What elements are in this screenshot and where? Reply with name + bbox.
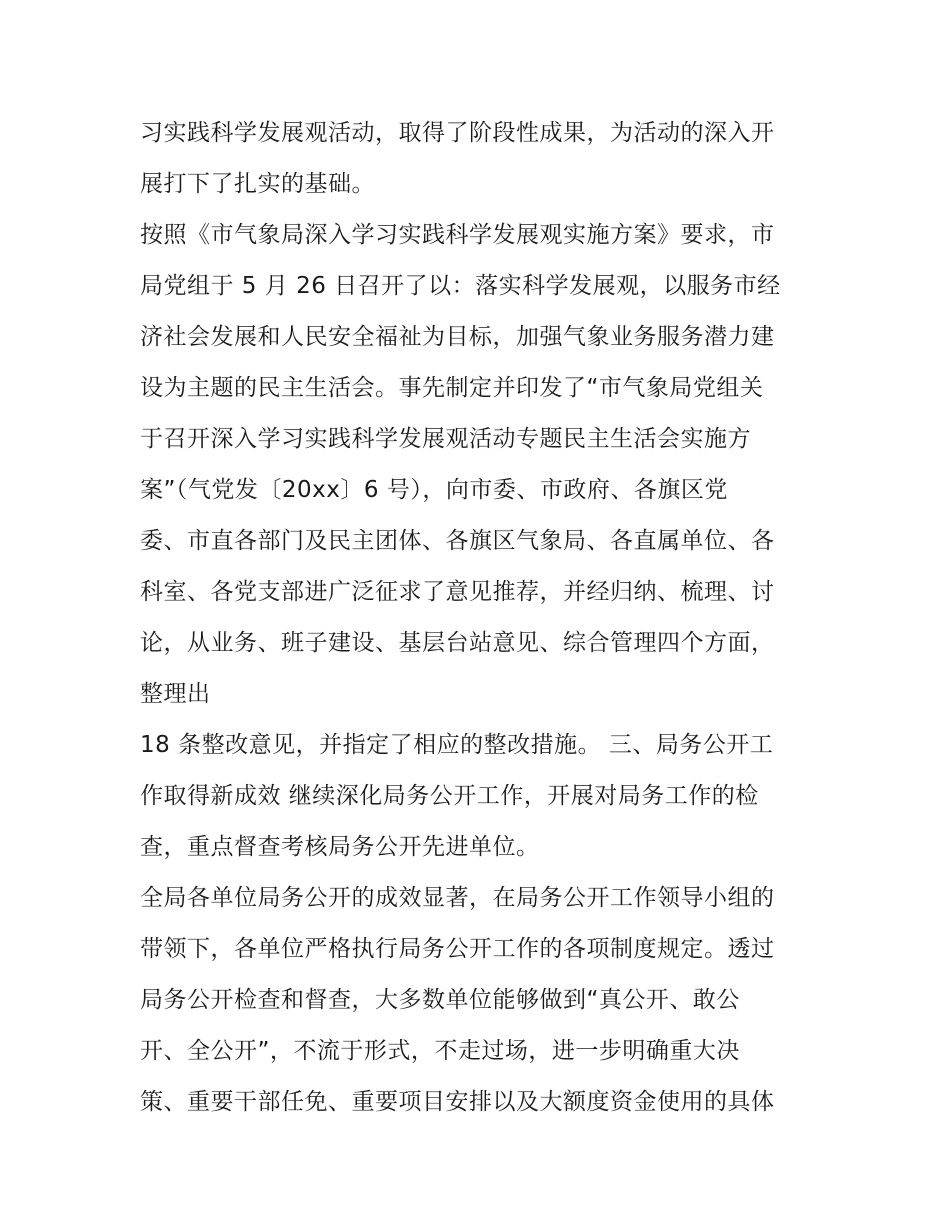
text-line: 策、重要干部任免、重要项目安排以及大额度资金使用的具体 — [140, 1089, 775, 1115]
text-line: 委、市直各部门及民主团体、各旗区气象局、各直属单位、各 — [140, 528, 775, 554]
text-line: 整理出 — [140, 681, 211, 707]
text-line: 论，从业务、班子建设、基层台站意见、综合管理四个方面， — [140, 630, 775, 656]
text-line: 作取得新成效 继续深化局务公开工作，开展对局务工作的检 — [140, 783, 759, 809]
text-line: 带领下，各单位严格执行局务公开工作的各项制度规定。透过 — [140, 936, 775, 962]
text-line: 于召开深入学习实践科学发展观活动专题民主生活会实施方 — [140, 426, 751, 452]
document-body — [140, 108, 820, 1128]
text-line: 查，重点督查考核局务公开先进单位。 — [140, 834, 540, 860]
text-line: 开、全公开”，不流于形式，不走过场，进一步明确重大决 — [140, 1038, 740, 1064]
text-line: 案”（气党发〔20xx〕6 号），向市委、市政府、各旗区党 — [140, 477, 728, 503]
text-line: 全局各单位局务公开的成效显著，在局务公开工作领导小组的 — [140, 885, 775, 911]
text-line: 18 条整改意见，并指定了相应的整改措施。 三、局务公开工 — [140, 732, 774, 758]
text-line: 设为主题的民主生活会。事先制定并印发了“市气象局党组关 — [140, 375, 764, 401]
text-line: 局党组于 5 月 26 日召开了以：落实科学发展观，以服务市经 — [140, 273, 781, 299]
text-line: 济社会发展和人民安全福祉为目标，加强气象业务服务潜力建 — [140, 324, 775, 350]
text-line: 展打下了扎实的基础。 — [140, 171, 375, 197]
text-line: 习实践科学发展观活动，取得了阶段性成果，为活动的深入开 — [140, 120, 775, 146]
text-line: 按照《市气象局深入学习实践科学发展观实施方案》要求，市 — [140, 222, 775, 248]
text-line: 科室、各党支部进广泛征求了意见推荐，并经归纳、梳理、讨 — [140, 579, 775, 605]
text-line: 局务公开检查和督查，大多数单位能够做到“真公开、敢公 — [140, 987, 740, 1013]
